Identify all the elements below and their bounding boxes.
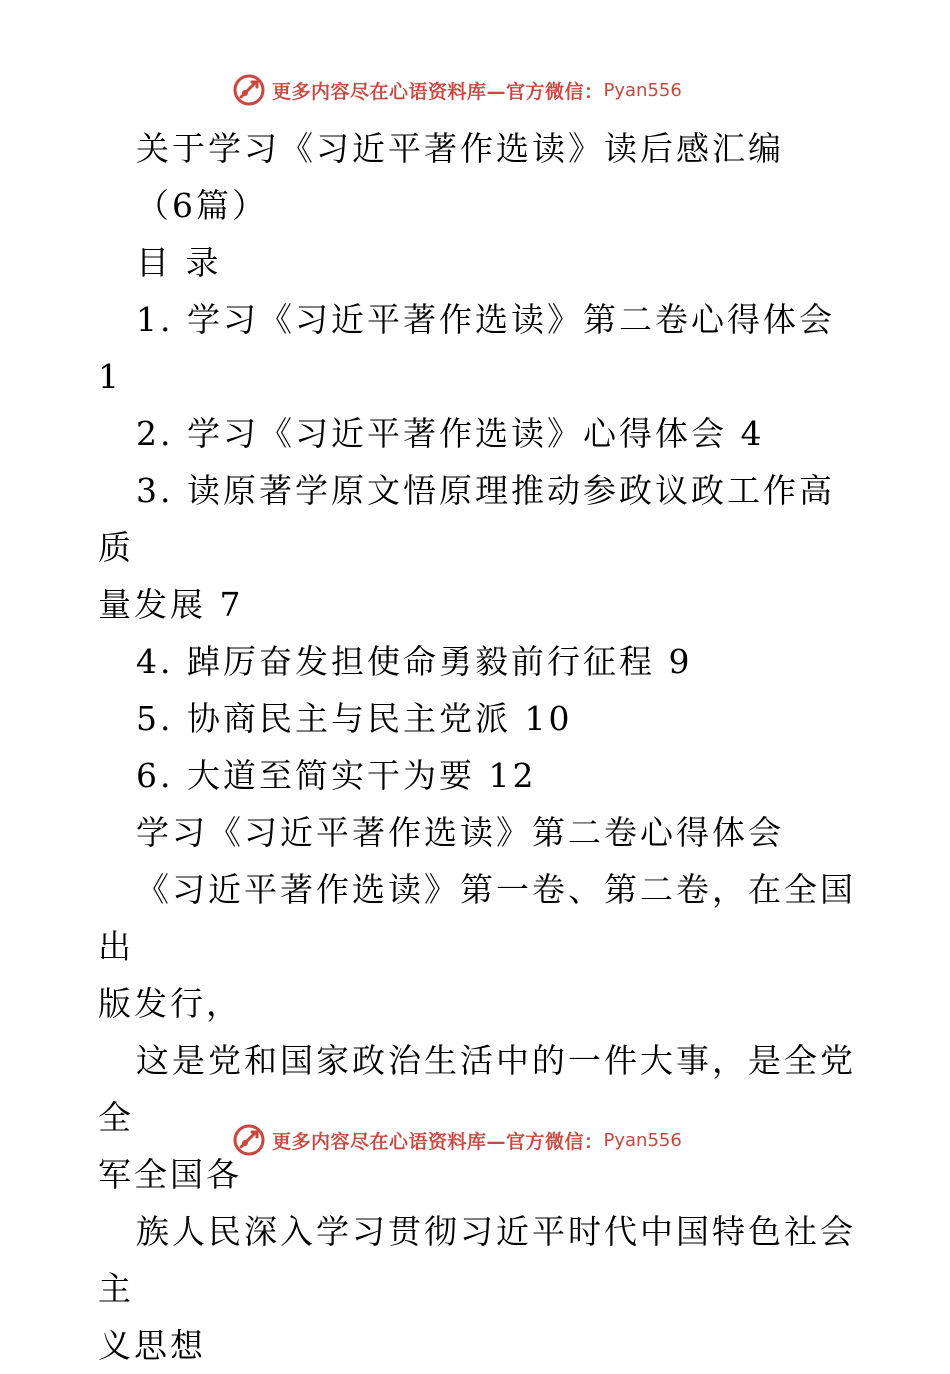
document-title-line2: （6篇） [136,186,268,225]
article-title: 学习《习近平著作选读》第二卷心得体会 [136,813,784,852]
watermark-wechat-id: Pyan556 [603,79,682,101]
red-seal-logo-icon [232,1123,266,1157]
body-line: 族人民深入学习贯彻习近平时代中国特色社会主 [98,1212,856,1308]
document-body [98,120,858,1374]
body-line: 军全国各 [98,1155,242,1194]
watermark-text: 更多内容尽在心语资料库—官方微信： [272,1130,604,1153]
watermark-wechat-id: Pyan556 [603,1129,682,1151]
body-line: 版发行， [98,984,242,1023]
watermark-text: 更多内容尽在心语资料库—官方微信： [272,80,604,103]
toc-item-3: 3. 读原著学原文悟原理推动参政议政工作高质 [98,471,835,567]
toc-item-4: 4. 踔厉奋发担使命勇毅前行征程 9 [136,642,693,681]
document-title-line1: 关于学习《习近平著作选读》读后感汇编 [136,129,784,168]
toc-item-3-continued: 量发展 7 [98,585,244,624]
footer-watermark [232,1122,682,1158]
toc-item-6: 6. 大道至简实干为要 12 [136,756,537,795]
toc-heading: 目 录 [136,243,222,282]
toc-item-1: 1. 学习《习近平著作选读》第二卷心得体会 1 [98,300,835,396]
body-line: 《习近平著作选读》第一卷、第二卷，在全国出 [98,870,856,966]
body-line: 这是党和国家政治生活中的一件大事，是全党全 [98,1041,856,1137]
header-watermark [232,72,682,108]
body-line: 义思想 [98,1326,206,1365]
toc-item-2: 2. 学习《习近平著作选读》心得体会 4 [136,414,765,453]
toc-item-5: 5. 协商民主与民主党派 10 [136,699,573,738]
red-seal-logo-icon [232,73,266,107]
